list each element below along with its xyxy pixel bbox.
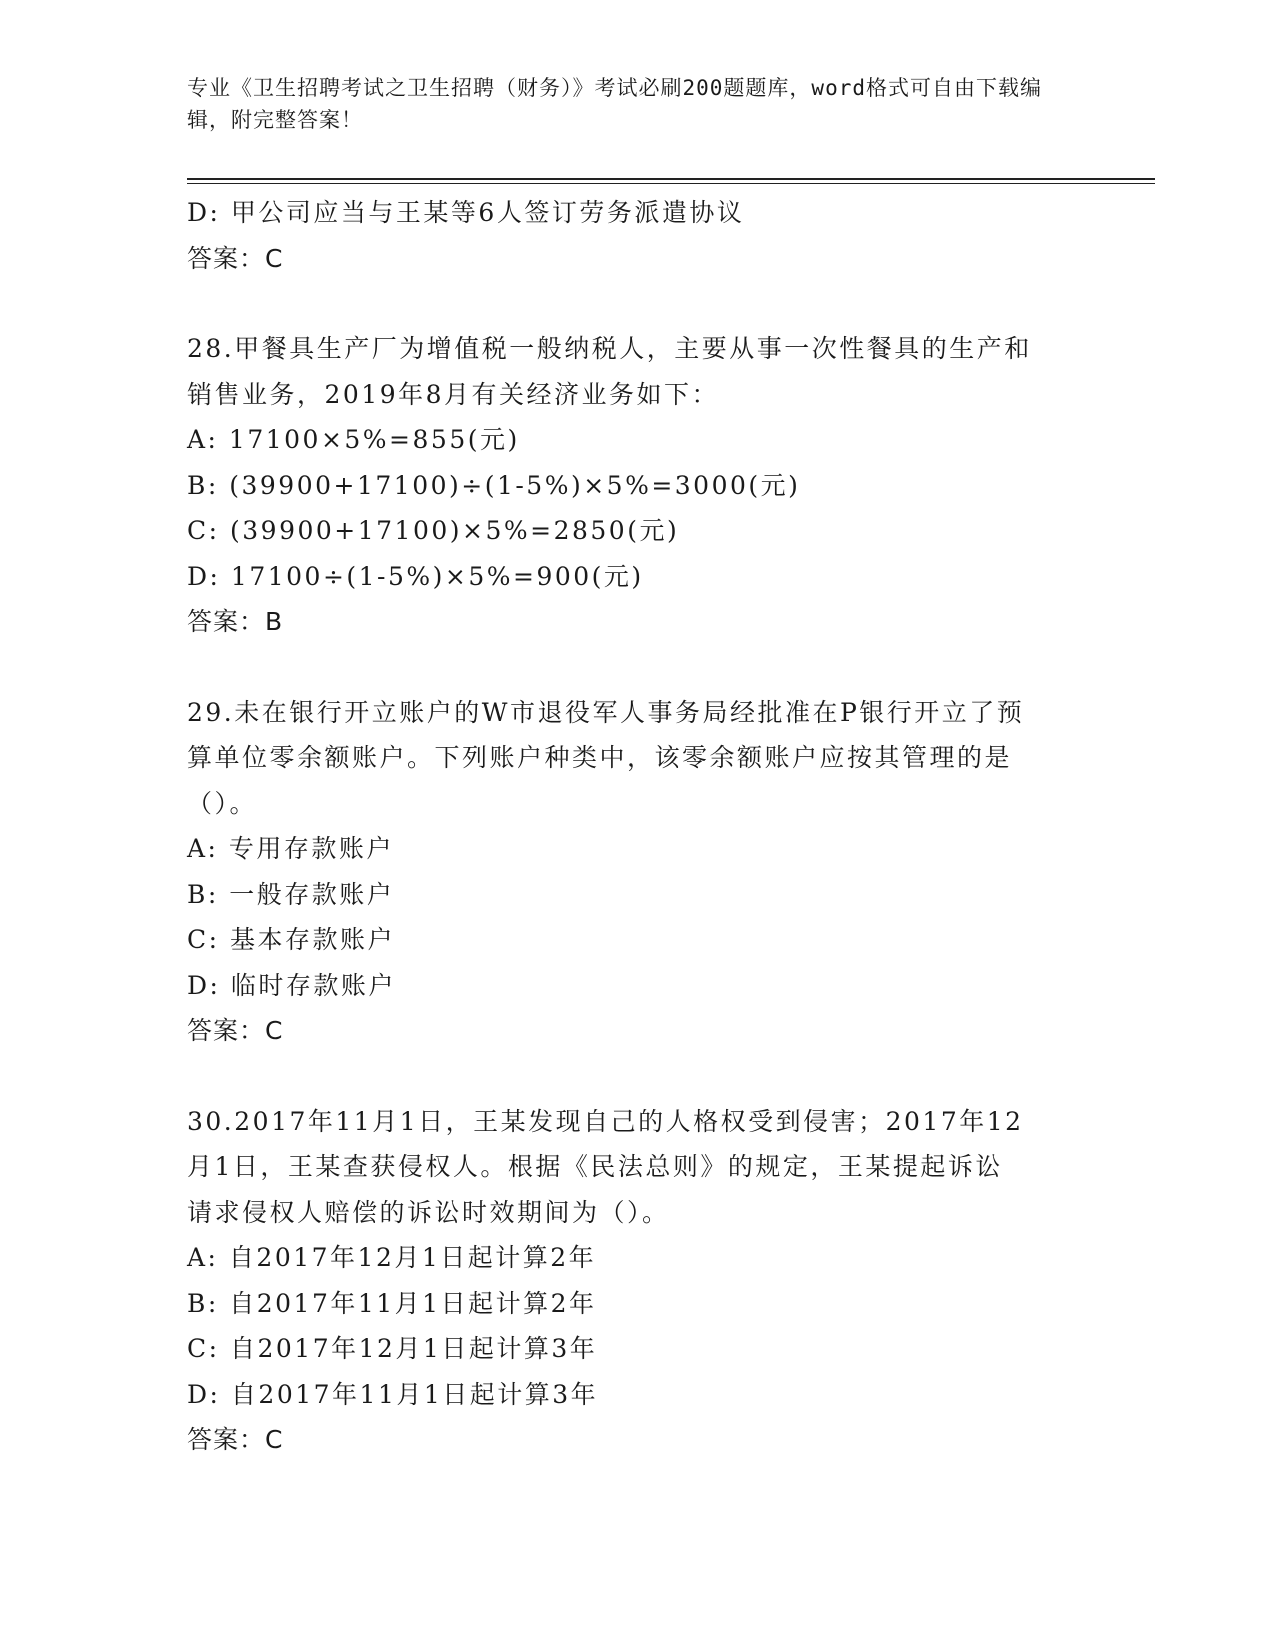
question-stem-line: 月1日，王某查获侵权人。根据《民法总则》的规定，王某提起诉讼 (187, 1152, 1003, 1181)
prev-question-answer: 答案：C (187, 243, 284, 273)
option-c: C: 自2017年12月1日起计算3年 (187, 1334, 598, 1363)
option-d: D: 自2017年11月1日起计算3年 (187, 1379, 599, 1409)
option-c: C: (39900+17100)×5%=2850(元) (187, 516, 680, 545)
option-b: B: (39900+17100)÷(1-5%)×5%=3000(元) (187, 470, 801, 500)
question-stem-line: 29.未在银行开立账户的W市退役军人事务局经批准在P银行开立了预 (187, 697, 1025, 727)
option-b: B: 自2017年11月1日起计算2年 (187, 1288, 597, 1318)
answer: 答案：C (187, 1016, 284, 1045)
option-a: A: 自2017年12月1日起计算2年 (187, 1243, 597, 1272)
option-c: C: 基本存款账户 (187, 925, 395, 954)
question-stem-line: 销售业务，2019年8月有关经济业务如下： (187, 379, 720, 409)
option-d: D: 临时存款账户 (187, 970, 396, 1000)
question-stem-line: 请求侵权人赔偿的诉讼时效期间为（）。 (187, 1197, 670, 1227)
question-stem-line: 30.2017年11月1日，王某发现自己的人格权受到侵害；2017年12 (187, 1106, 1024, 1136)
option-a: A: 17100×5%=855(元) (187, 425, 520, 454)
option-a: A: 专用存款账户 (187, 834, 394, 863)
answer: 答案：B (187, 607, 284, 636)
option-d: D: 17100÷(1-5%)×5%=900(元) (187, 561, 644, 591)
document-header: 专业《卫生招聘考试之卫生招聘（财务）》考试必刷200题题库，word格式可自由下载编辑，附完整答案！ (187, 76, 1042, 132)
question-29 (187, 690, 1087, 1054)
question-30 (187, 1099, 1087, 1463)
question-stem-line: 28.甲餐具生产厂为增值税一般纳税人，主要从事一次性餐具的生产和 (187, 334, 1032, 363)
question-28 (187, 326, 1087, 645)
question-stem-line: （）。 (187, 788, 258, 818)
header-rule-thin (187, 183, 1155, 184)
question-stem-line: 算单位零余额账户。下列账户种类中，该零余额账户应按其管理的是 (187, 743, 1013, 772)
page-content (187, 190, 1087, 1463)
header-rule (187, 178, 1155, 180)
prev-question-option-d: D: 甲公司应当与王某等6人签订劳务派遣协议 (187, 198, 745, 227)
option-b: B: 一般存款账户 (187, 879, 395, 909)
answer: 答案：C (187, 1425, 284, 1454)
